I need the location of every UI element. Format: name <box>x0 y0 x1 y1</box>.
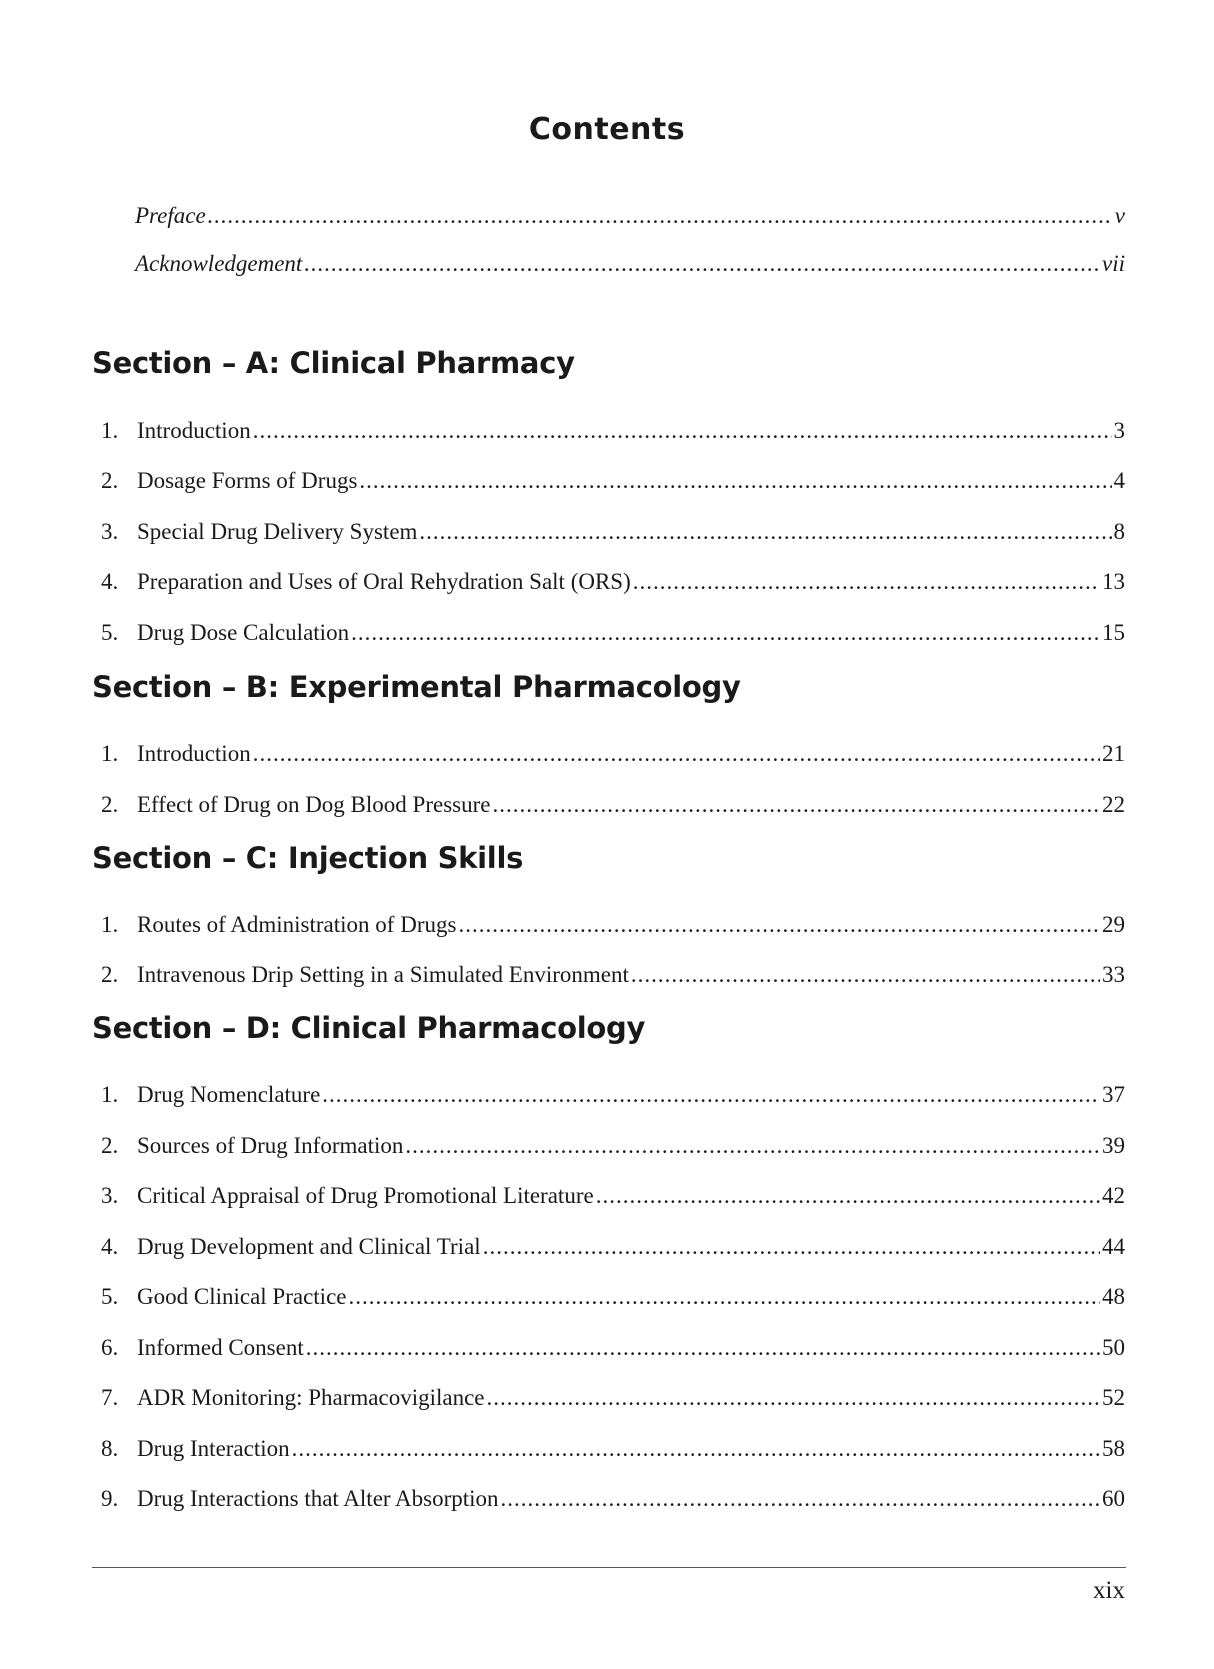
dot-leader <box>208 203 1113 229</box>
dot-leader <box>253 418 1112 444</box>
entry-title: Routes of Administration of Drugs <box>137 912 457 937</box>
entry-page: v <box>1114 203 1125 228</box>
entry-page: 3 <box>1113 418 1125 443</box>
entry-title: Introduction <box>137 741 251 766</box>
entry-title: Special Drug Delivery System <box>137 519 418 544</box>
entry-number: 1. <box>101 418 119 443</box>
entry-title: Sources of Drug Information <box>137 1133 404 1158</box>
section-heading: Section – D: Clinical Pharmacology <box>92 1011 646 1045</box>
dot-leader <box>483 1234 1100 1260</box>
entry-page: 8 <box>1113 519 1125 544</box>
toc-entry <box>101 1183 1125 1209</box>
entry-title: Drug Dose Calculation <box>137 620 350 645</box>
entry-page: 15 <box>1102 620 1125 645</box>
toc-entry <box>101 1133 1125 1159</box>
entry-title: Dosage Forms of Drugs <box>137 468 358 493</box>
toc-entry <box>101 962 1125 988</box>
dot-leader <box>633 569 1100 595</box>
dot-leader <box>487 1385 1101 1411</box>
toc-entry <box>101 741 1125 767</box>
entry-title: Preparation and Uses of Oral Rehydration Salt (ORS) <box>137 569 631 594</box>
dot-leader <box>304 251 1100 277</box>
entry-title: Good Clinical Practice <box>137 1284 347 1309</box>
dot-leader <box>492 792 1100 818</box>
entry-number: 2. <box>101 962 119 987</box>
toc-entry <box>101 1284 1125 1310</box>
entry-number: 6. <box>101 1335 119 1360</box>
entry-number: 8. <box>101 1436 119 1461</box>
dot-leader <box>359 468 1111 494</box>
dot-leader <box>501 1486 1100 1512</box>
entry-number: 5. <box>101 1284 119 1309</box>
entry-number: 9. <box>101 1486 119 1511</box>
dot-leader <box>419 519 1111 545</box>
entry-title: Effect of Drug on Dog Blood Pressure <box>137 792 491 817</box>
dot-leader <box>631 962 1100 988</box>
entry-page: 60 <box>1102 1486 1125 1511</box>
entry-title: Intravenous Drip Setting in a Simulated Environment <box>137 962 629 987</box>
entry-number: 1. <box>101 1082 119 1107</box>
entry-number: 2. <box>101 468 119 493</box>
entry-title: Preface <box>135 203 206 228</box>
entry-title: Drug Interaction <box>137 1436 290 1461</box>
entry-page: 22 <box>1102 792 1125 817</box>
footer-rule <box>92 1567 1126 1568</box>
entry-title: Acknowledgement <box>135 251 303 276</box>
section-heading: Section – B: Experimental Pharmacology <box>92 670 741 704</box>
entry-page: 39 <box>1102 1133 1125 1158</box>
dot-leader <box>349 1284 1101 1310</box>
entry-number: 2. <box>101 792 119 817</box>
toc-entry <box>101 519 1125 545</box>
toc-entry <box>101 569 1125 595</box>
entry-number: 1. <box>101 912 119 937</box>
entry-number: 7. <box>101 1385 119 1410</box>
section-heading: Section – A: Clinical Pharmacy <box>92 346 575 380</box>
toc-entry <box>101 912 1125 938</box>
entry-page: 52 <box>1102 1385 1125 1410</box>
entry-page: 42 <box>1102 1183 1125 1208</box>
dot-leader <box>596 1183 1100 1209</box>
entry-page: 48 <box>1102 1284 1125 1309</box>
entry-number: 2. <box>101 1133 119 1158</box>
entry-title: Informed Consent <box>137 1335 304 1360</box>
entry-page: 33 <box>1102 962 1125 987</box>
front-matter-entry <box>135 251 1125 277</box>
entry-page: 37 <box>1102 1082 1125 1107</box>
entry-number: 3. <box>101 1183 119 1208</box>
entry-number: 5. <box>101 620 119 645</box>
entry-page: 44 <box>1102 1234 1125 1259</box>
toc-entry <box>101 1385 1125 1411</box>
dot-leader <box>306 1335 1100 1361</box>
toc-entry <box>101 620 1125 646</box>
toc-entry <box>101 468 1125 494</box>
entry-title: Introduction <box>137 418 251 443</box>
section-heading: Section – C: Injection Skills <box>92 841 524 875</box>
entry-page: 58 <box>1102 1436 1125 1461</box>
entry-title: ADR Monitoring: Pharmacovigilance <box>137 1385 485 1410</box>
front-matter-entry <box>135 203 1125 229</box>
entry-number: 4. <box>101 1234 119 1259</box>
toc-entry <box>101 1436 1125 1462</box>
toc-entry <box>101 1335 1125 1361</box>
dot-leader <box>253 741 1100 767</box>
entry-page: 29 <box>1102 912 1125 937</box>
entry-number: 1. <box>101 741 119 766</box>
entry-title: Critical Appraisal of Drug Promotional Literature <box>137 1183 594 1208</box>
dot-leader <box>458 912 1100 938</box>
entry-page: 50 <box>1102 1335 1125 1360</box>
entry-number: 4. <box>101 569 119 594</box>
toc-entry <box>101 1234 1125 1260</box>
page-number: xix <box>1093 1577 1125 1604</box>
toc-entry <box>101 1486 1125 1512</box>
page-title: Contents <box>528 112 686 147</box>
toc-entry <box>101 418 1125 444</box>
entry-title: Drug Nomenclature <box>137 1082 321 1107</box>
entry-page: vii <box>1102 251 1125 276</box>
entry-number: 3. <box>101 519 119 544</box>
toc-entry <box>101 1082 1125 1108</box>
entry-page: 13 <box>1102 569 1125 594</box>
dot-leader <box>351 620 1100 646</box>
entry-title: Drug Interactions that Alter Absorption <box>137 1486 499 1511</box>
entry-page: 21 <box>1102 741 1125 766</box>
dot-leader <box>405 1133 1100 1159</box>
toc-entry <box>101 792 1125 818</box>
dot-leader <box>322 1082 1100 1108</box>
dot-leader <box>292 1436 1100 1462</box>
entry-page: 4 <box>1113 468 1125 493</box>
entry-title: Drug Development and Clinical Trial <box>137 1234 481 1259</box>
